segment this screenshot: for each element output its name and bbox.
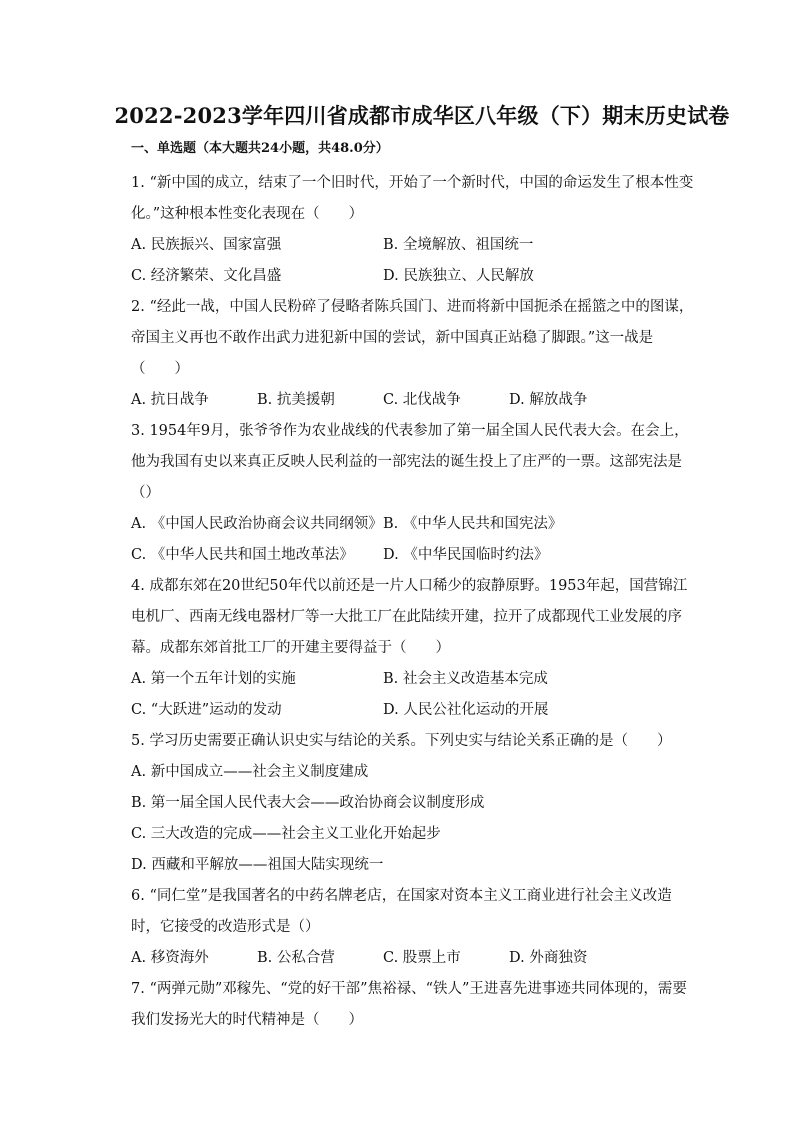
question-2 bbox=[131, 292, 698, 416]
option-a: A. 新中国成立——社会主义制度建成 bbox=[131, 764, 369, 780]
option-d: D. 解放战争 bbox=[509, 392, 588, 408]
question-4 bbox=[131, 571, 698, 726]
option-list bbox=[131, 509, 698, 571]
section-heading: 一、单选题（本大题共24小题，共48.0分） bbox=[131, 141, 389, 156]
question-stem: 5. 学习历史需要正确认识史实与结论的关系。下列史实与结论关系正确的是（ ） bbox=[131, 733, 672, 749]
question-6 bbox=[131, 881, 698, 974]
option-d: D. 民族独立、人民解放 bbox=[383, 268, 534, 284]
option-c: C. 三大改造的完成——社会主义工业化开始起步 bbox=[131, 826, 441, 842]
option-c: C. “大跃进”运动的发动 bbox=[131, 702, 282, 718]
option-b: B. 全境解放、祖国统一 bbox=[383, 237, 534, 253]
option-c: C. 经济繁荣、文化昌盛 bbox=[131, 268, 282, 284]
option-c: C. 股票上市 bbox=[383, 950, 461, 966]
option-d: D. 人民公社化运动的开展 bbox=[383, 702, 549, 718]
option-d: D. 外商独资 bbox=[509, 950, 588, 966]
option-d: D. 西藏和平解放——祖国大陆实现统一 bbox=[131, 857, 384, 873]
option-a: A. 《中国人民政治协商会议共同纲领》 bbox=[131, 516, 383, 532]
option-b: B. 抗美援朝 bbox=[257, 392, 335, 408]
option-d: D. 《中华民国临时约法》 bbox=[383, 547, 549, 563]
question-stem: 3. 1954年9月，张爷爷作为农业战线的代表参加了第一届全国人民代表大会。在会上，他为我国有史以来真正反映人民利益的一部宪法的诞生投上了庄严的一票。这部宪法是（） bbox=[131, 423, 689, 501]
option-a: A. 移资海外 bbox=[131, 950, 209, 966]
question-stem: 2. “经此一战，中国人民粉碎了侵略者陈兵国门、进而将新中国扼杀在摇篮之中的图谋，帝国主义再也不敢作出武力进犯新中国的尝试，新中国真正站稳了脚跟。”这一战是（ ） bbox=[131, 299, 694, 377]
question-stem: 4. 成都东郊在20世纪50年代以前还是一片人口稀少的寂静原野。1953年起，国营锦江电机厂、西南无线电器材厂等一大批工厂在此陆续开建，拉开了成都现代工业发展的序幕。成都东郊首批工厂的开建主要得益于（ ） bbox=[131, 578, 688, 656]
question-stem: 6. “同仁堂”是我国著名的中药名牌老店，在国家对资本主义工商业进行社会主义改造时，它接受的改造形式是（） bbox=[131, 888, 672, 935]
question-5 bbox=[131, 726, 698, 881]
option-list bbox=[131, 943, 698, 974]
option-list bbox=[131, 664, 698, 726]
option-list bbox=[131, 230, 698, 292]
option-c: C. 《中华人民共和国土地改革法》 bbox=[131, 547, 354, 563]
option-a: A. 抗日战争 bbox=[131, 392, 209, 408]
option-list bbox=[131, 757, 698, 881]
question-7 bbox=[131, 974, 698, 1036]
option-a: A. 民族振兴、国家富强 bbox=[131, 237, 282, 253]
question-3 bbox=[131, 416, 698, 571]
option-b: B. 社会主义改造基本完成 bbox=[383, 671, 548, 687]
question-stem: 1. “新中国的成立，结束了一个旧时代，开始了一个新时代，中国的命运发生了根本性变化。”这种根本性变化表现在（ ） bbox=[131, 175, 694, 222]
option-list bbox=[131, 385, 698, 416]
option-b: B. 《中华人民共和国宪法》 bbox=[383, 516, 563, 532]
option-a: A. 第一个五年计划的实施 bbox=[131, 671, 296, 687]
option-b: B. 公私合营 bbox=[257, 950, 335, 966]
question-stem: 7. “两弹元勋”邓稼先、“党的好干部”焦裕禄、“铁人”王进喜先进事迹共同体现的，需要我们发扬光大的时代精神是（ ） bbox=[131, 981, 687, 1028]
page-title: 2022-2023学年四川省成都市成华区八年级（下）期末历史试卷 bbox=[114, 103, 730, 128]
question-1 bbox=[131, 168, 698, 292]
option-b: B. 第一届全国人民代表大会——政治协商会议制度形成 bbox=[131, 795, 485, 811]
option-c: C. 北伐战争 bbox=[383, 392, 461, 408]
